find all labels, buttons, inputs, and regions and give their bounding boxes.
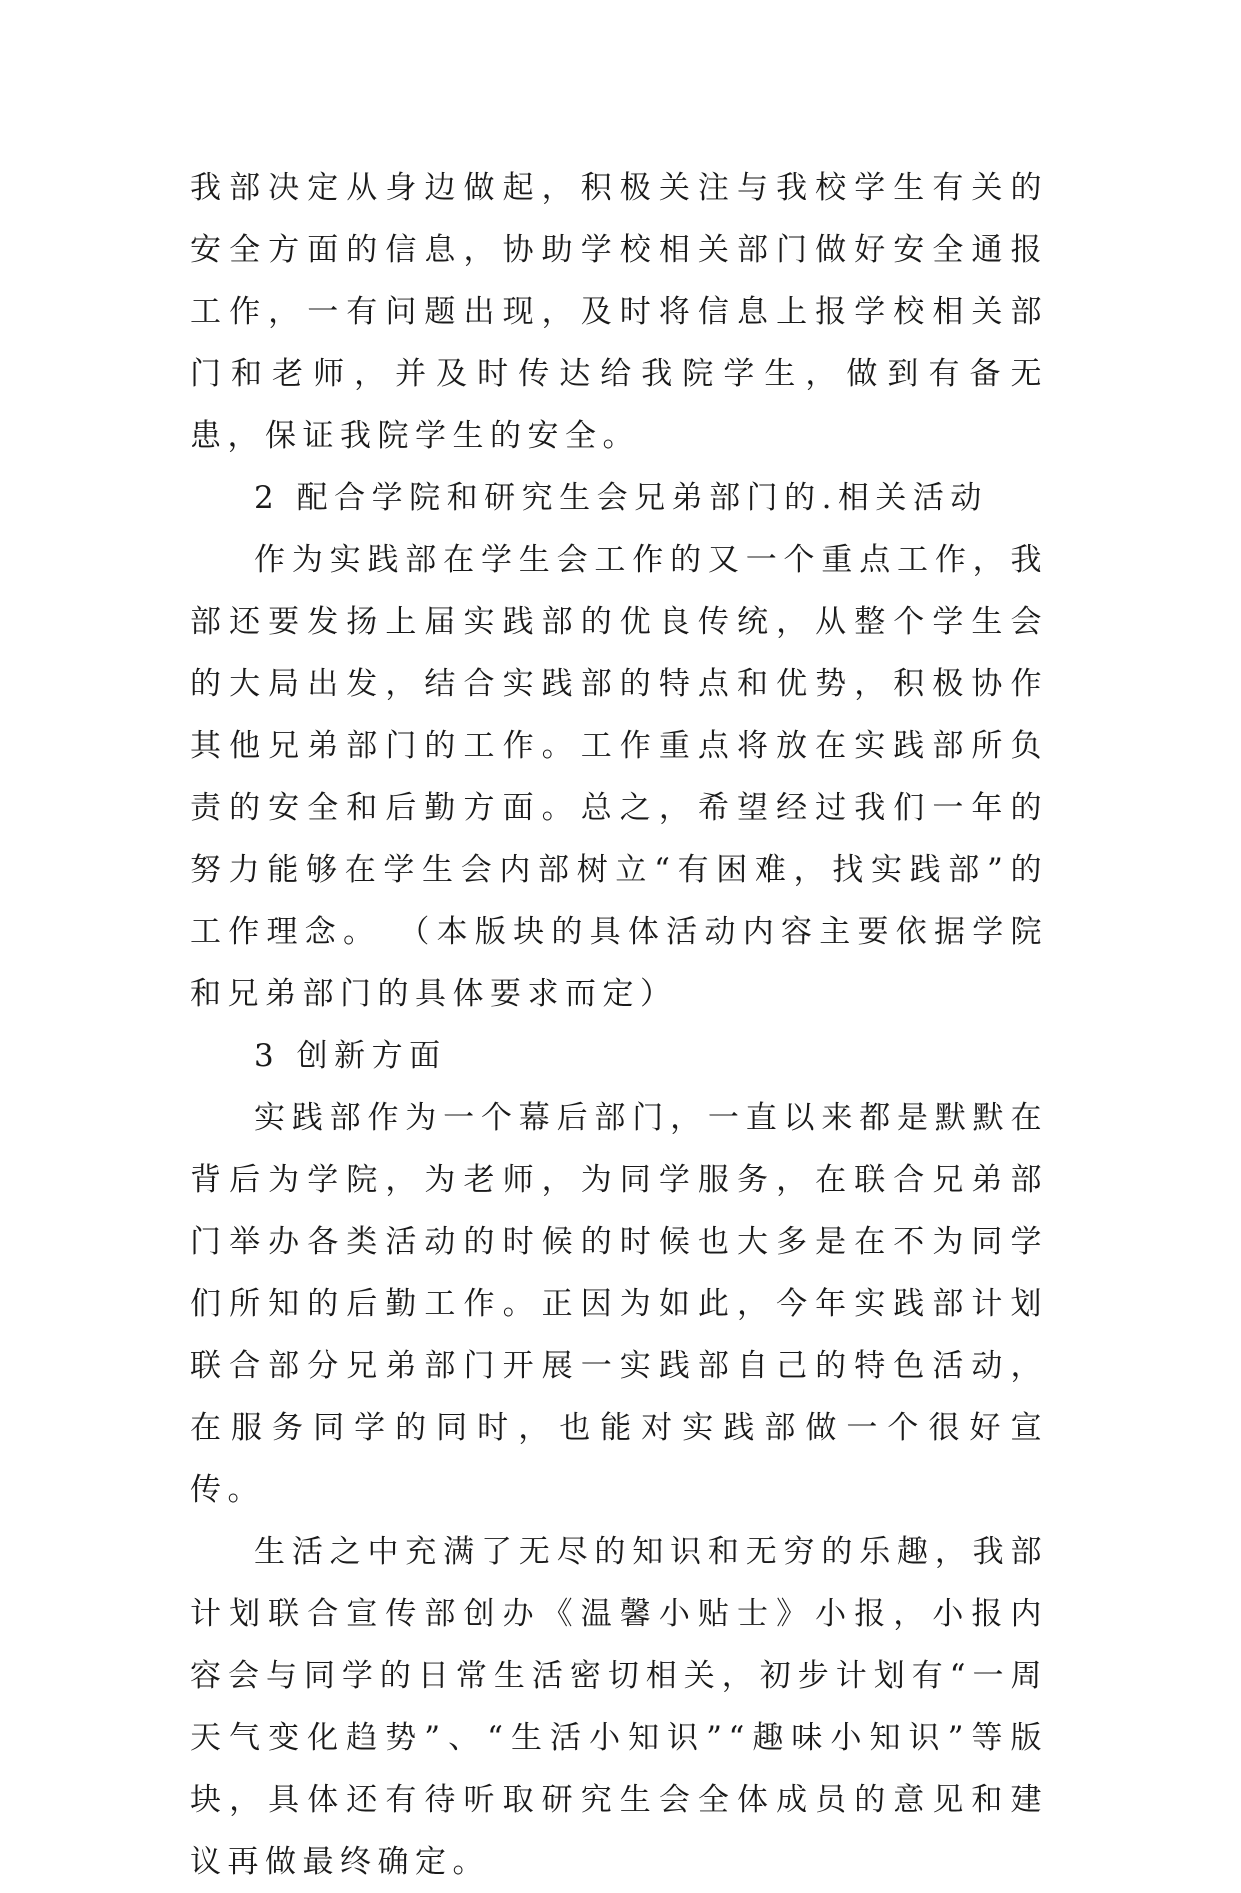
heading-innovation: 3 创新方面 xyxy=(254,1038,447,1074)
paragraph-safety-info: 我部决定从身边做起，积极关注与我校学生有关的安全方面的信息，协助学校相关部门做好安全通报工作，一有问题出现，及时将信息上报学校相关部门和老师，并及时传达给我院学生，做到有备无患，保证我院学生的安全。 xyxy=(190,170,1048,454)
heading-cooperation: 2 配合学院和研究生会兄弟部门的.相关活动 xyxy=(254,480,988,516)
body-text xyxy=(190,157,1048,1893)
paragraph-newsletter: 生活之中充满了无尽的知识和无穷的乐趣，我部计划联合宣传部创办《温馨小贴士》小报，小报内容会与同学的日常生活密切相关，初步计划有“一周天气变化趋势”、“生活小知识”“趣味小知识”等版块，具体还有待听取研究生会全体成员的意见和建议再做最终确定。 xyxy=(190,1534,1048,1880)
paragraph-cooperation: 作为实践部在学生会工作的又一个重点工作，我部还要发扬上届实践部的优良传统，从整个学生会的大局出发，结合实践部的特点和优势，积极协作其他兄弟部门的工作。工作重点将放在实践部所负责的安全和后勤方面。总之，希望经过我们一年的努力能够在学生会内部树立“有困难，找实践部”的工作理念。 （本版块的具体活动内容主要依据学院和兄弟部门的具体要求而定） xyxy=(190,542,1048,1012)
paragraph-innovation: 实践部作为一个幕后部门，一直以来都是默默在背后为学院，为老师，为同学服务，在联合兄弟部门举办各类活动的时候的时候也大多是在不为同学们所知的后勤工作。正因为如此，今年实践部计划联合部分兄弟部门开展一实践部自己的特色活动，在服务同学的同时，也能对实践部做一个很好宣传。 xyxy=(190,1100,1048,1508)
